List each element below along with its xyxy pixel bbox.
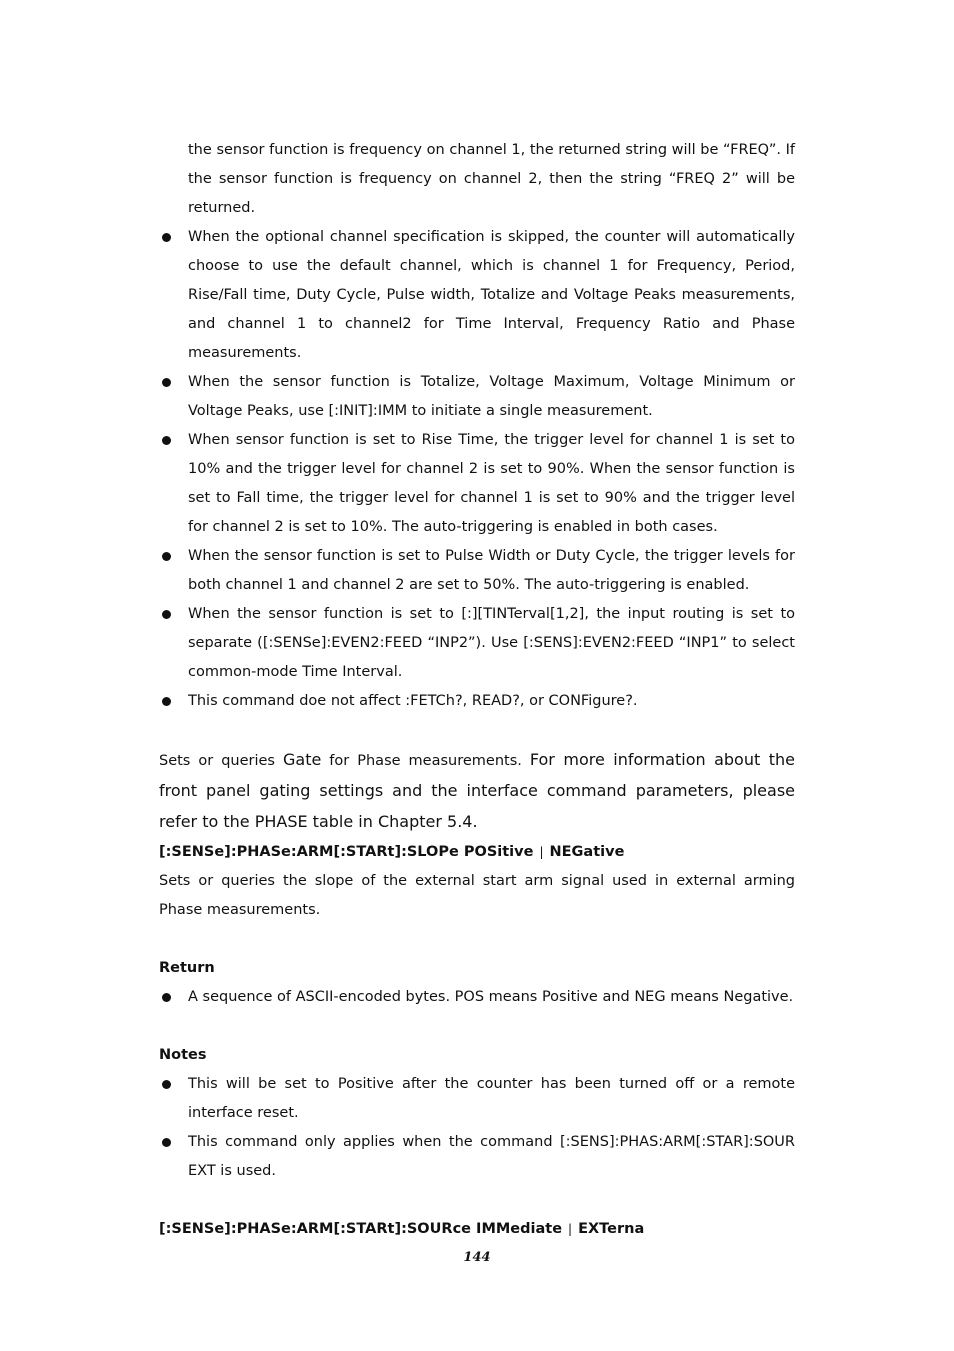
heading-tail: NEGative	[549, 844, 625, 860]
list-item: When the sensor function is set to [:][TINTerval[1,2], the input routing is set to separate ([:SENSe]:EVEN2:FEED “INP2”). Use [:SENS]:EVEN2:FEED “INP1” to select common-mode Time Interval.	[159, 600, 795, 687]
list-item: When the optional channel specification is skipped, the counter will automatically choose to use the default channel, which is channel 1 for Frequency, Period, Rise/Fall time, Duty Cycle, Pulse width, Totalize and Voltage Peaks measurements, and channel 1 to channel2 for Time Interval, Frequency Ratio and Phase measurements.	[159, 223, 795, 368]
list-item: This command doe not affect :FETCh?, READ?, or CONFigure?.	[159, 687, 795, 716]
slope-command-heading	[159, 838, 795, 867]
sensor-notes-list	[159, 223, 795, 716]
list-item: When the sensor function is Totalize, Voltage Maximum, Voltage Minimum or Voltage Peaks, use [:INIT]:IMM to initiate a single measurement.	[159, 368, 795, 426]
continuation-text: the sensor function is frequency on channel 1, the returned string will be “FREQ”. If the sensor function is frequency on channel 2, then the string “FREQ 2” will be returned.	[188, 142, 795, 216]
list-item: When the sensor function is set to Pulse Width or Duty Cycle, the trigger levels for both channel 1 and channel 2 are set to 50%. The auto-triggering is enabled.	[159, 542, 795, 600]
list-item: A sequence of ASCII-encoded bytes. POS means Positive and NEG means Negative.	[159, 983, 795, 1012]
notes-list	[159, 1070, 795, 1186]
heading-main: [:SENSe]:PHASe:ARM[:STARt]:SOURce IMMediate	[159, 1221, 563, 1237]
notes-heading: Notes	[159, 1047, 207, 1063]
gate-text-part4: For more information about the front panel gating settings and the interface command parameters, please refer to the PHASE table in Chapter 5.4.	[159, 750, 795, 831]
heading-separator: |	[568, 1222, 573, 1236]
source-command-heading	[159, 1215, 795, 1244]
heading-separator: |	[539, 845, 544, 859]
list-item: When sensor function is set to Rise Time, the trigger level for channel 1 is set to 10% and the trigger level for channel 2 is set to 90%. When the sensor function is set to Fall time, the trigger level for channel 1 is set to 90% and the trigger level for channel 2 is set to 10%. The auto-triggering is enabled in both cases.	[159, 426, 795, 542]
slope-description: Sets or queries the slope of the external start arm signal used in external arming Phase measurements.	[159, 873, 795, 918]
heading-main: [:SENSe]:PHASe:ARM[:STARt]:SLOPe POSitive	[159, 844, 534, 860]
gate-paragraph	[159, 745, 795, 838]
return-list	[159, 983, 795, 1012]
gate-text-part1: Sets or queries	[159, 753, 283, 769]
heading-tail: EXTerna	[578, 1221, 645, 1237]
page-body	[159, 136, 795, 1244]
page-number: 144	[463, 1250, 491, 1265]
list-item: This command only applies when the command [:SENS]:PHAS:ARM[:STAR]:SOUR EXT is used.	[159, 1128, 795, 1186]
gate-text-part3: for Phase measurements.	[321, 753, 530, 769]
list-item: This will be set to Positive after the counter has been turned off or a remote interface reset.	[159, 1070, 795, 1128]
gate-text-part2: Gate	[282, 750, 322, 769]
return-heading: Return	[159, 960, 215, 976]
